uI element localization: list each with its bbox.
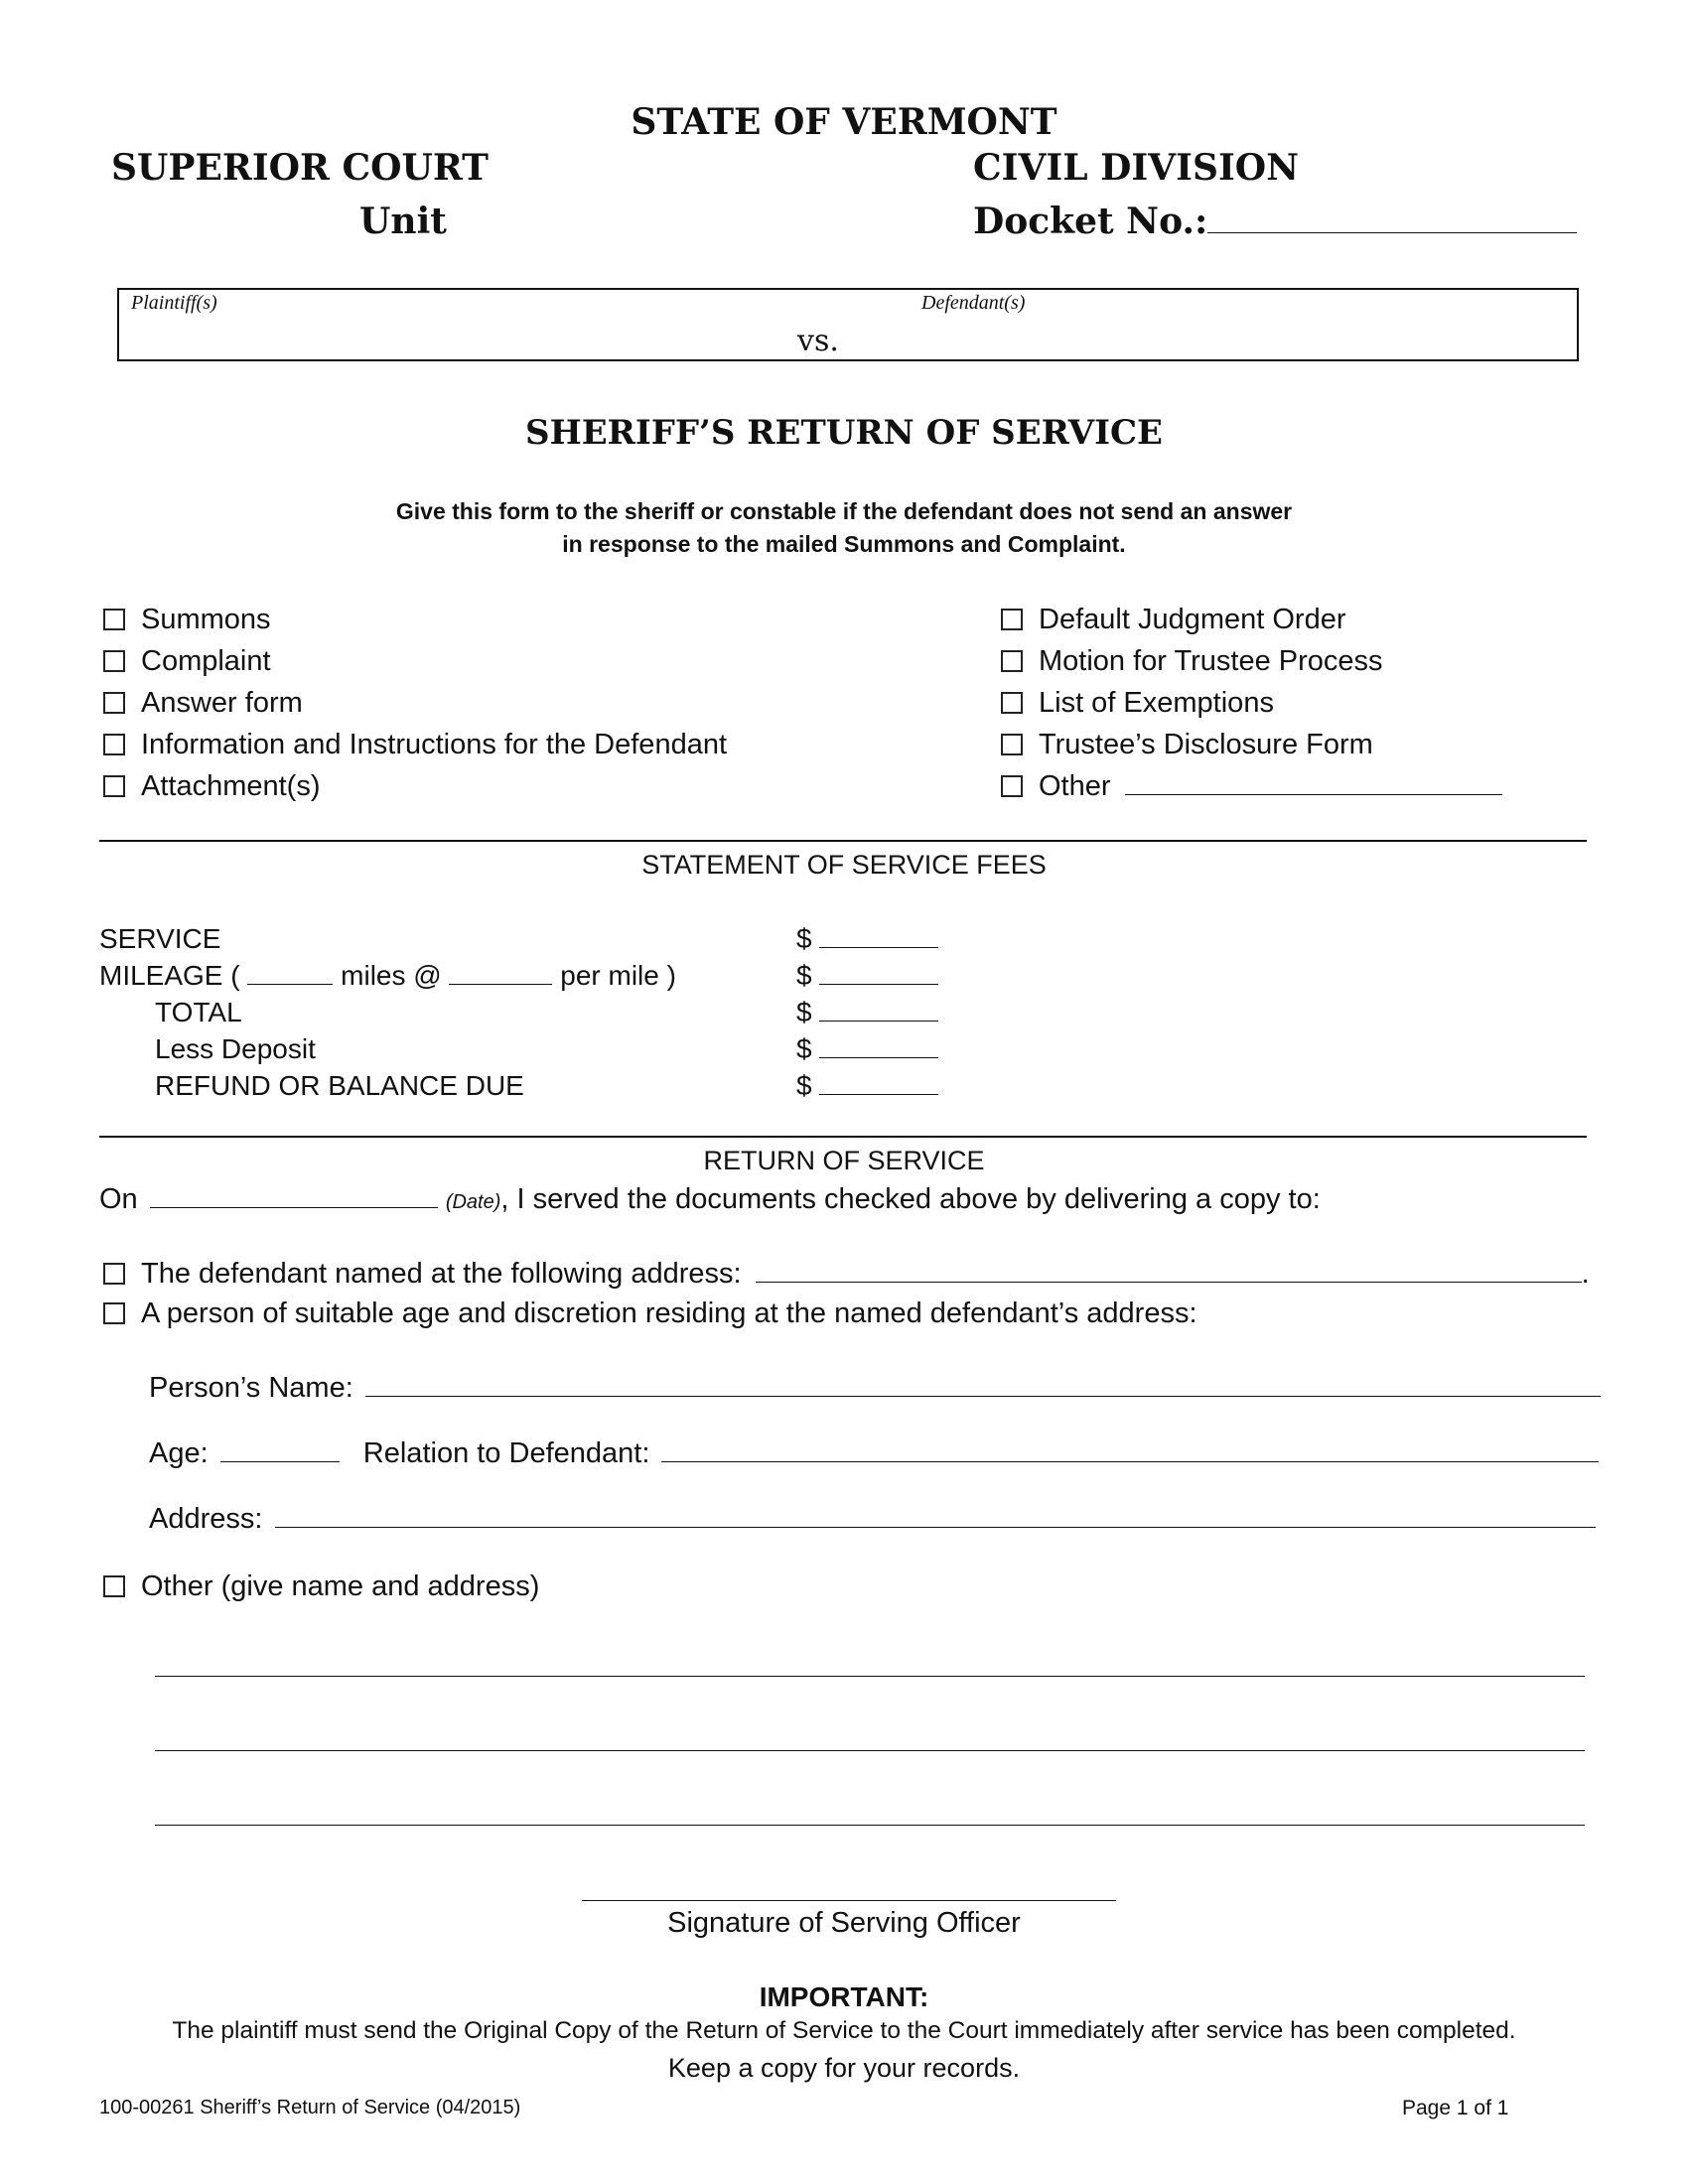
checkbox[interactable] (1001, 775, 1023, 797)
unit-label: Unit (359, 201, 447, 242)
persons-name-field[interactable] (365, 1396, 1601, 1397)
doc-trustee-disclosure[interactable] (1001, 729, 1373, 761)
other-line-2[interactable] (155, 1750, 1585, 1751)
checkbox[interactable] (103, 734, 125, 755)
persons-name-label: Person’s Name: (149, 1372, 353, 1404)
option-person[interactable] (103, 1297, 1197, 1330)
currency-symbol: $ (796, 1033, 812, 1064)
amount-field[interactable] (819, 984, 938, 985)
signature-caption-text: Signature of Serving Officer (667, 1907, 1021, 1939)
fee-mileage-amount (796, 960, 938, 992)
doc-label: Trustee’s Disclosure Form (1039, 729, 1373, 760)
rate-field[interactable] (449, 984, 552, 985)
important-title-text: IMPORTANT: (759, 1981, 929, 2012)
persons-name-row (149, 1372, 1601, 1405)
mileage-prefix: MILEAGE ( (99, 960, 240, 991)
relation-label: Relation to Defendant: (362, 1437, 650, 1469)
checkbox[interactable] (1001, 609, 1023, 630)
doc-other[interactable] (1001, 770, 1502, 803)
address-field[interactable] (275, 1527, 1596, 1528)
important-line-1 (0, 2017, 1688, 2045)
option-person-label: A person of suitable age and discretion residing at the named defendant’s address: (141, 1297, 1197, 1329)
checkbox[interactable] (1001, 692, 1023, 714)
docket-label (973, 201, 1577, 242)
doc-label: Answer form (141, 687, 303, 719)
fee-service-amount (796, 923, 938, 955)
doc-other-field[interactable] (1125, 794, 1502, 795)
return-heading (0, 1146, 1688, 1176)
doc-label: List of Exemptions (1039, 687, 1274, 719)
vs-label: vs. (797, 324, 839, 358)
fees-heading-text: STATEMENT OF SERVICE FEES (641, 850, 1047, 880)
amount-field[interactable] (819, 1094, 938, 1095)
docket-number-field[interactable] (1207, 232, 1577, 233)
fee-total-label: TOTAL (155, 997, 242, 1027)
signature-line[interactable] (582, 1900, 1116, 1901)
service-date-field[interactable] (150, 1207, 438, 1208)
amount-field[interactable] (819, 1057, 938, 1058)
fee-deposit-amount (796, 1033, 938, 1065)
checkbox[interactable] (103, 692, 125, 714)
option-defendant[interactable]: The defendant named at the following address: . (103, 1258, 1590, 1291)
checkbox[interactable] (1001, 650, 1023, 672)
fee-total-amount (796, 997, 938, 1028)
checkbox[interactable] (103, 1575, 125, 1597)
important-line-2 (0, 2053, 1688, 2084)
checkbox[interactable] (103, 609, 125, 630)
age-label: Age: (149, 1437, 209, 1469)
other-line-1[interactable] (155, 1676, 1585, 1677)
state-title-text: STATE OF VERMONT (631, 101, 1057, 143)
return-heading-text: RETURN OF SERVICE (703, 1146, 985, 1175)
address-row (149, 1503, 1596, 1536)
parties-box (117, 288, 1579, 361)
doc-label: Default Judgment Order (1039, 604, 1346, 635)
checkbox[interactable] (103, 1263, 125, 1285)
on-label: On (99, 1183, 138, 1215)
doc-label: Other (1039, 770, 1111, 802)
doc-default-judgment[interactable] (1001, 604, 1345, 636)
doc-information-instructions[interactable] (103, 729, 727, 761)
option-other[interactable] (103, 1570, 539, 1603)
doc-label: Information and Instructions for the Defendant (141, 729, 728, 760)
amount-field[interactable] (819, 947, 938, 948)
doc-label: Complaint (141, 645, 271, 677)
checkbox[interactable] (103, 650, 125, 672)
currency-symbol: $ (796, 923, 812, 954)
divider (99, 840, 1587, 842)
doc-attachments[interactable] (103, 770, 321, 803)
instructions (0, 498, 1688, 558)
option-other-label: Other (give name and address) (141, 1570, 540, 1602)
doc-list-exemptions[interactable] (1001, 687, 1274, 720)
doc-answer-form[interactable] (103, 687, 303, 720)
fees-heading (0, 850, 1688, 881)
instructions-line-1: Give this form to the sheriff or constable if the defendant does not send an answer (395, 498, 1293, 524)
important-line-1-text: The plaintiff must send the Original Copy of the Return of Service to the Court immediately after service has been completed. (172, 2017, 1516, 2044)
important-title (0, 1981, 1688, 2013)
currency-symbol: $ (796, 1070, 812, 1101)
fee-refund-amount (796, 1070, 938, 1102)
form-title (0, 413, 1688, 453)
fee-deposit-label: Less Deposit (155, 1033, 316, 1064)
checkbox[interactable] (1001, 734, 1023, 755)
division-name: CIVIL DIVISION (973, 147, 1300, 189)
date-caption: (Date) (445, 1191, 501, 1213)
age-field[interactable] (220, 1461, 340, 1462)
fee-mileage-row (99, 960, 676, 992)
miles-field[interactable] (247, 984, 333, 985)
miles-text: miles @ (341, 960, 442, 991)
doc-label: Motion for Trustee Process (1039, 645, 1383, 677)
defendant-address-field[interactable] (756, 1282, 1582, 1283)
page-number: Page 1 of 1 (1402, 2097, 1509, 2119)
checkbox[interactable] (103, 1302, 125, 1324)
currency-symbol: $ (796, 960, 812, 991)
amount-field[interactable] (819, 1021, 938, 1022)
relation-field[interactable] (661, 1461, 1599, 1462)
address-label: Address: (149, 1503, 263, 1535)
important-line-2-text: Keep a copy for your records. (667, 2053, 1021, 2083)
signature-caption (0, 1907, 1688, 1940)
currency-symbol: $ (796, 997, 812, 1027)
plaintiff-caption: Plaintiff(s) (131, 292, 217, 314)
per-mile-text: per mile ) (560, 960, 676, 991)
doc-summons[interactable] (103, 604, 271, 636)
defendant-caption: Defendant(s) (921, 292, 1026, 314)
fee-refund-label: REFUND OR BALANCE DUE (155, 1070, 524, 1101)
doc-label: Attachment(s) (141, 770, 321, 802)
other-line-3[interactable] (155, 1825, 1585, 1826)
service-date-row (99, 1183, 1321, 1216)
form-title-text: SHERIFF’S RETURN OF SERVICE (525, 413, 1163, 453)
doc-label: Summons (141, 604, 271, 635)
state-title (0, 101, 1688, 143)
checkbox[interactable] (103, 775, 125, 797)
form-id: 100-00261 Sheriff’s Return of Service (04/2015) (99, 2097, 521, 2118)
option-defendant-label: The defendant named at the following address: (141, 1258, 742, 1290)
divider (99, 1136, 1587, 1138)
fee-service-label: SERVICE (99, 923, 221, 954)
doc-motion-trustee[interactable] (1001, 645, 1383, 678)
served-text: , I served the documents checked above by delivering a copy to: (500, 1183, 1321, 1215)
instructions-line-2: in response to the mailed Summons and Complaint. (562, 531, 1126, 557)
court-name: SUPERIOR COURT (111, 147, 489, 189)
doc-complaint[interactable] (103, 645, 271, 678)
docket-label-text: Docket No.: (973, 201, 1208, 242)
age-relation-row (149, 1437, 1599, 1470)
